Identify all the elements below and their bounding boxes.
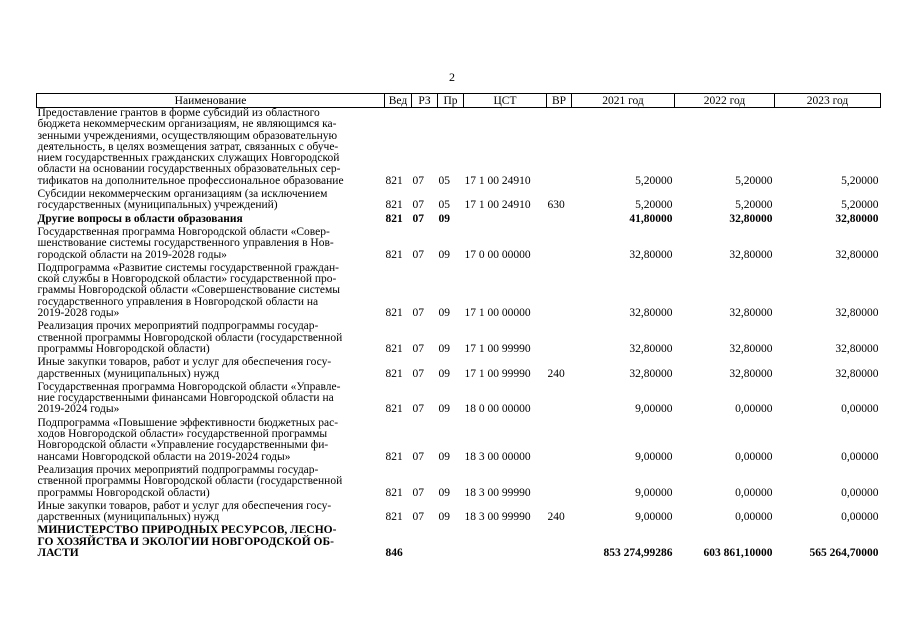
cell-pr: 09 bbox=[438, 248, 450, 261]
cell-2021: 32,80000 bbox=[629, 307, 673, 320]
cell-cst: 18 3 00 99990 bbox=[464, 511, 531, 524]
name-line: Иные закупки товаров, работ и услуг для обеспечения госу- bbox=[37, 356, 332, 369]
header-year-2023: 2023 год bbox=[775, 94, 881, 108]
cell-ved: 821 bbox=[385, 199, 403, 212]
name-line: Субсидии некоммерческим организациям (за исключением bbox=[37, 188, 328, 201]
cell-rz: 07 bbox=[412, 511, 424, 524]
cell-name bbox=[37, 525, 385, 561]
table-row bbox=[37, 465, 881, 501]
cell-cst: 17 1 00 24910 bbox=[464, 199, 531, 212]
cell-2021: 5,20000 bbox=[635, 199, 673, 212]
cell-rz: 07 bbox=[412, 403, 424, 416]
cell-cst: 17 1 00 99990 bbox=[464, 367, 531, 380]
name-line: Государственная программа Новгородской области «Совер- bbox=[37, 225, 330, 238]
cell-2022: 5,20000 bbox=[735, 174, 773, 187]
cell-2021: 853 274,99286 bbox=[603, 546, 673, 559]
name-line: Иные закупки товаров, работ и услуг для обеспечения госу- bbox=[37, 499, 332, 512]
name-line: ственной программы Новгородской области (государственной bbox=[37, 331, 343, 344]
name-line: ственной программы Новгородской области (государственной bbox=[37, 475, 343, 488]
cell-vr bbox=[547, 465, 572, 501]
cell-name bbox=[37, 357, 385, 382]
name-line: области на основании государственных образовательных сер- bbox=[37, 163, 341, 176]
cell-ved: 821 bbox=[385, 367, 403, 380]
cell-pr: 09 bbox=[438, 212, 450, 225]
cell-rz: 07 bbox=[412, 212, 424, 225]
cell-pr: 09 bbox=[438, 307, 450, 320]
name-line: дарственных (муниципальных) нужд bbox=[37, 367, 220, 380]
cell-cst: 17 1 00 99990 bbox=[464, 342, 531, 355]
cell-vr bbox=[547, 321, 572, 357]
name-line: 2019-2024 годы» bbox=[37, 403, 120, 416]
name-line: ние государственными финансами Новгородской области на bbox=[37, 392, 334, 405]
cell-vr bbox=[547, 382, 572, 418]
page-number: 2 bbox=[449, 70, 455, 84]
name-line: государственного управления в Новгородской области на bbox=[37, 295, 319, 308]
cell-vr bbox=[547, 108, 572, 190]
cell-vr bbox=[547, 227, 572, 263]
cell-2023: 32,80000 bbox=[835, 248, 879, 261]
table-row bbox=[37, 418, 881, 465]
cell-2023: 5,20000 bbox=[841, 174, 879, 187]
cell-name bbox=[37, 501, 385, 526]
cell-2021: 41,80000 bbox=[629, 212, 673, 225]
cell-2022: 0,00000 bbox=[735, 511, 773, 524]
name-line: Другие вопросы в области образования bbox=[37, 212, 243, 225]
cell-vr bbox=[547, 525, 572, 561]
cell-2023: 0,00000 bbox=[841, 486, 879, 499]
table-row bbox=[37, 357, 881, 382]
name-line: Предоставление грантов в форме субсидий из областного bbox=[37, 107, 320, 119]
table-row bbox=[37, 214, 881, 227]
cell-vr: 240 bbox=[547, 511, 565, 524]
cell-rz: 07 bbox=[412, 367, 424, 380]
cell-2022: 0,00000 bbox=[735, 486, 773, 499]
cell-ved: 821 bbox=[385, 403, 403, 416]
cell-2023: 0,00000 bbox=[841, 403, 879, 416]
name-line: программы Новгородской области) bbox=[37, 486, 210, 499]
cell-cst bbox=[464, 214, 547, 227]
cell-cst: 17 1 00 24910 bbox=[464, 174, 531, 187]
name-line: ской службы в Новгородской области» государственной про- bbox=[37, 273, 337, 286]
name-line: ЛАСТИ bbox=[37, 546, 79, 559]
cell-vr bbox=[547, 263, 572, 321]
cell-name bbox=[37, 321, 385, 357]
name-line: граммы Новгородской области «Совершенствование системы bbox=[37, 284, 341, 297]
cell-pr: 09 bbox=[438, 450, 450, 463]
cell-ved: 821 bbox=[385, 212, 403, 225]
cell-rz: 07 bbox=[412, 248, 424, 261]
cell-2023: 32,80000 bbox=[835, 307, 879, 320]
cell-2023: 5,20000 bbox=[841, 199, 879, 212]
cell-2023: 0,00000 bbox=[841, 450, 879, 463]
name-line: Реализация прочих мероприятий подпрограммы государ- bbox=[37, 320, 319, 333]
name-line: программы Новгородской области) bbox=[37, 342, 210, 355]
name-line: Реализация прочих мероприятий подпрограммы государ- bbox=[37, 463, 319, 476]
cell-ved: 821 bbox=[385, 248, 403, 261]
cell-name bbox=[37, 465, 385, 501]
name-line: Подпрограмма «Развитие системы государственной граждан- bbox=[37, 261, 339, 274]
cell-ved: 846 bbox=[385, 546, 403, 559]
name-line: бюджета некоммерческим организациям, не являющимся ка- bbox=[37, 118, 337, 131]
cell-name bbox=[37, 227, 385, 263]
header-rz: РЗ bbox=[412, 94, 438, 108]
header-vr: ВР bbox=[547, 94, 572, 108]
header-name: Наименование bbox=[37, 94, 385, 108]
cell-ved: 821 bbox=[385, 174, 403, 187]
cell-2023: 565 264,70000 bbox=[809, 546, 879, 559]
cell-pr: 05 bbox=[438, 174, 450, 187]
cell-pr: 09 bbox=[438, 403, 450, 416]
cell-vr bbox=[547, 214, 572, 227]
cell-pr bbox=[438, 525, 464, 561]
cell-pr: 09 bbox=[438, 367, 450, 380]
table-row bbox=[37, 263, 881, 321]
cell-pr: 09 bbox=[438, 486, 450, 499]
name-line: государственных (муниципальных) учреждений) bbox=[37, 199, 278, 212]
cell-rz: 07 bbox=[412, 307, 424, 320]
cell-pr: 09 bbox=[438, 511, 450, 524]
cell-cst bbox=[464, 525, 547, 561]
cell-rz: 07 bbox=[412, 342, 424, 355]
cell-2022: 0,00000 bbox=[735, 403, 773, 416]
budget-table bbox=[36, 93, 881, 561]
cell-2021: 9,00000 bbox=[635, 450, 673, 463]
cell-pr: 09 bbox=[438, 342, 450, 355]
cell-2022: 32,80000 bbox=[729, 367, 773, 380]
name-line: дарственных (муниципальных) нужд bbox=[37, 511, 220, 524]
cell-2021: 9,00000 bbox=[635, 486, 673, 499]
cell-rz: 07 bbox=[412, 199, 424, 212]
cell-rz: 07 bbox=[412, 486, 424, 499]
cell-cst: 18 0 00 00000 bbox=[464, 403, 531, 416]
name-line: Новгородской области «Управление государственными фи- bbox=[37, 439, 329, 452]
cell-name bbox=[37, 214, 385, 227]
cell-2021: 5,20000 bbox=[635, 174, 673, 187]
cell-ved: 821 bbox=[385, 307, 403, 320]
name-line: МИНИСТЕРСТВО ПРИРОДНЫХ РЕСУРСОВ, ЛЕСНО- bbox=[37, 524, 337, 537]
cell-cst: 17 1 00 00000 bbox=[464, 307, 531, 320]
table-row bbox=[37, 227, 881, 263]
cell-2021: 9,00000 bbox=[635, 403, 673, 416]
name-line: зенными учреждениями, осуществляющим образовательную bbox=[37, 129, 338, 142]
cell-2023: 32,80000 bbox=[835, 212, 879, 225]
cell-rz: 07 bbox=[412, 450, 424, 463]
header-year-2022: 2022 год bbox=[675, 94, 775, 108]
name-line: городской области на 2019-2028 годы» bbox=[37, 248, 227, 261]
name-line: тификатов на дополнительное профессиональное образование bbox=[37, 174, 344, 187]
table-header-row bbox=[37, 94, 881, 108]
name-line: 2019-2028 годы» bbox=[37, 307, 120, 320]
cell-name bbox=[37, 418, 385, 465]
header-year-2021: 2021 год bbox=[572, 94, 675, 108]
table-row bbox=[37, 321, 881, 357]
name-line: Подпрограмма «Повышение эффективности бюджетных рас- bbox=[37, 416, 339, 429]
cell-2022: 32,80000 bbox=[729, 248, 773, 261]
table-body bbox=[37, 108, 881, 562]
cell-2021: 32,80000 bbox=[629, 248, 673, 261]
cell-rz: 07 bbox=[412, 174, 424, 187]
cell-cst: 18 3 00 00000 bbox=[464, 450, 531, 463]
name-line: Государственная программа Новгородской области «Управле- bbox=[37, 380, 341, 393]
cell-2022: 603 861,10000 bbox=[703, 546, 773, 559]
cell-ved: 821 bbox=[385, 511, 403, 524]
cell-ved: 821 bbox=[385, 450, 403, 463]
cell-2021: 9,00000 bbox=[635, 511, 673, 524]
cell-2023: 32,80000 bbox=[835, 367, 879, 380]
cell-2021: 32,80000 bbox=[629, 342, 673, 355]
cell-2022: 32,80000 bbox=[729, 342, 773, 355]
cell-2022: 32,80000 bbox=[729, 307, 773, 320]
cell-cst: 17 0 00 00000 bbox=[464, 248, 531, 261]
table-row bbox=[37, 108, 881, 190]
header-pr: Пр bbox=[438, 94, 464, 108]
cell-ved: 821 bbox=[385, 486, 403, 499]
cell-ved: 821 bbox=[385, 342, 403, 355]
name-line: нансами Новгородской области на 2019-2024 годы» bbox=[37, 450, 291, 463]
cell-2023: 0,00000 bbox=[841, 511, 879, 524]
cell-name bbox=[37, 189, 385, 214]
name-line: шенствование системы государственного управления в Нов- bbox=[37, 237, 334, 250]
cell-pr: 05 bbox=[438, 199, 450, 212]
cell-2022: 5,20000 bbox=[735, 199, 773, 212]
cell-name bbox=[37, 108, 385, 190]
name-line: ГО ХОЗЯЙСТВА И ЭКОЛОГИИ НОВГОРОДСКОЙ ОБ- bbox=[37, 535, 334, 548]
cell-2022: 32,80000 bbox=[729, 212, 773, 225]
name-line: деятельность, в целях возмещения затрат, связанных с обуче- bbox=[37, 140, 339, 153]
header-cst: ЦСТ bbox=[464, 94, 547, 108]
table-row bbox=[37, 189, 881, 214]
name-line: ходов Новгородской области» государственной программы bbox=[37, 428, 328, 441]
name-line: нием государственных гражданских служащих Новгородской bbox=[37, 152, 340, 165]
table-row bbox=[37, 501, 881, 526]
cell-name bbox=[37, 382, 385, 418]
cell-2022: 0,00000 bbox=[735, 450, 773, 463]
cell-2021: 32,80000 bbox=[629, 367, 673, 380]
cell-vr: 240 bbox=[547, 367, 565, 380]
cell-2023: 32,80000 bbox=[835, 342, 879, 355]
cell-name bbox=[37, 263, 385, 321]
cell-rz bbox=[412, 525, 438, 561]
cell-cst: 18 3 00 99990 bbox=[464, 486, 531, 499]
cell-vr bbox=[547, 418, 572, 465]
table-row bbox=[37, 525, 881, 561]
table-row bbox=[37, 382, 881, 418]
header-ved: Вед bbox=[385, 94, 412, 108]
cell-vr: 630 bbox=[547, 199, 565, 212]
